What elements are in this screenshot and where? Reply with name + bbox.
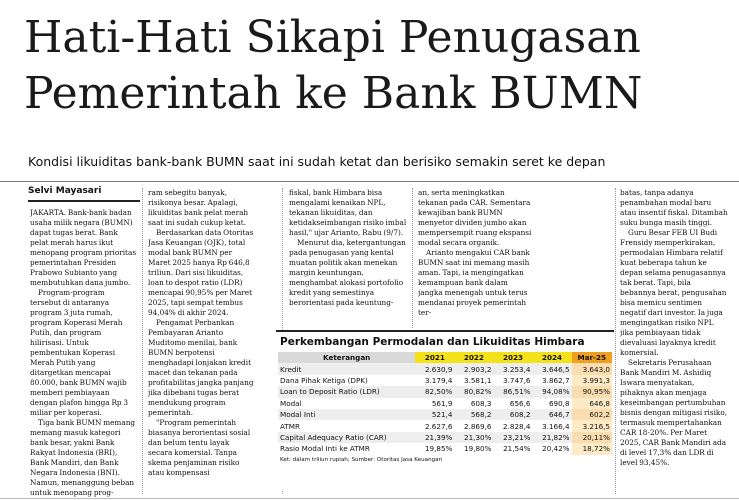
cell-value: 20,42% xyxy=(542,444,570,454)
cell-value: 21,82% xyxy=(532,432,571,443)
table-row xyxy=(278,398,612,409)
paragraph: JAKARTA. Bank-bank badan usaha milik negara (BUMN) dapat tugas berat. Bank pelat merah harus ikut menopang program prioritas pemerintahan Presiden Prabowo Subianto yang membutuhkan dana jumbo. xyxy=(30,208,137,287)
bottom-divider xyxy=(0,498,739,499)
cell-value: 3.991,3 xyxy=(572,375,612,386)
cell-value: 2.630,9 xyxy=(415,363,454,374)
column-divider xyxy=(142,188,143,494)
paragraph: ram sebegitu banyak, risikonya besar. Apalagi, likuiditas bank pelat merah saat ini sudah cukup ketat. xyxy=(148,188,249,227)
table-row xyxy=(278,386,612,397)
headline: Hati-Hati Sikapi Penugasan Pemerintah ke Bank BUMN xyxy=(24,12,643,119)
cell-value: 690,8 xyxy=(548,398,570,408)
paragraph: Sekretaris Perusahaan Bank Mandiri M. Ashidiq Iswara menyatakan, pihaknya akan menjaga keseimbangan pertumbuhan bisnis dengan mitigasi risiko, termasuk mempertahankan CAR 18-20%. Per Maret 2025, CAR Bank Mandiri ada di level 17,3% dan LDR di level 93,45%. xyxy=(620,358,728,467)
cell-value: 3.747,6 xyxy=(503,375,531,385)
row-label: Loan to Deposit Ratio (LDR) xyxy=(278,386,415,397)
table-row xyxy=(278,420,612,431)
row-label: Kredit xyxy=(278,363,415,374)
row-label: Rasio Modal Inti ke ATMR xyxy=(280,444,370,454)
author-byline: Selvi Mayasari xyxy=(28,186,102,196)
paragraph: Program-program tersebut di antaranya program 3 juta rumah, program Koperasi Merah Putih, dan program hilirisasi. Untuk pembentukan Koperasi Merah Putih yang ditargetkan mencapai 80.000, bank BUMN wajib memberi pembiayaan dengan plafon hingga Rp 3 miliar per koperasi. xyxy=(30,288,129,417)
article-column-5 xyxy=(620,188,728,468)
header-period: 2022 xyxy=(454,352,493,363)
article-column-2 xyxy=(148,188,255,478)
cell-value: 82,50% xyxy=(415,386,454,397)
cell-value: 608,2 xyxy=(493,409,532,420)
cell-value: 3.581,1 xyxy=(464,375,492,385)
cell-value: 86,51% xyxy=(493,386,532,397)
cell-value: 19,80% xyxy=(464,444,492,454)
cell-value: 646,7 xyxy=(532,409,571,420)
row-label: ATMR xyxy=(280,421,300,431)
cell-value: 2.627,6 xyxy=(424,421,453,431)
cell-value: 646,8 xyxy=(572,398,612,409)
table-row xyxy=(278,363,612,374)
cell-value: 521,4 xyxy=(415,409,454,420)
cell-value: 3.166,4 xyxy=(542,421,570,431)
paragraph: an, serta meningkatkan tekanan pada CAR. Sementara kewajiban bank BUMN menyetor dividen jumbo akan mempersempit ruang ekspansi modal secara organik. xyxy=(418,188,532,247)
cell-value: 80,82% xyxy=(454,386,493,397)
cell-value: 21,30% xyxy=(454,432,493,443)
cell-value: 19,85% xyxy=(424,444,453,454)
paragraph: Menurut dia, ketergantungan pada penugasan yang kental muatan politik akan menekan margin keuntungan, menghambat alokasi portofolio kredit yang semestinya berorientasi pada keuntung- xyxy=(289,238,406,307)
table-row xyxy=(278,409,612,420)
table-row xyxy=(278,443,612,454)
row-label: Modal Inti xyxy=(278,409,415,420)
table-note: Ket: dalam triliun rupiah; Sumber: Otoritas Jasa Keuangan xyxy=(280,456,443,463)
data-table-box xyxy=(276,330,614,490)
cell-value: 3.253,4 xyxy=(493,363,532,374)
paragraph: fiskal, bank Himbara bisa mengalami kenaikan NPL, tekanan likuiditas, dan ketidakseimbangan risiko imbal hasil," ujar Arianto, Rabu (9/7). xyxy=(289,188,407,237)
table-row xyxy=(278,432,612,443)
cell-value: 2.869,6 xyxy=(464,421,492,431)
cell-value: 2.903,2 xyxy=(454,363,493,374)
article-column-3 xyxy=(289,188,407,318)
column-divider xyxy=(412,188,413,328)
paragraph: batas, tanpa adanya penambahan modal baru atau insentif fiskal. Ditambah suku bunga masih tinggi. xyxy=(620,188,728,227)
table-title: Perkembangan Permodalan dan Likuiditas Himbara xyxy=(280,336,585,348)
cell-value: 608,3 xyxy=(470,398,492,408)
cell-value: 3.179,4 xyxy=(424,375,453,385)
paragraph: Arianto mengakui CAR bank BUMN saat ini memang masih aman. Tapi, ia mengingatkan kemampuan bank dalam jangka menengah untuk terus mendanai proyek pemerintah ter- xyxy=(418,248,530,317)
header-period: 2024 xyxy=(532,352,571,363)
cell-value: 568,2 xyxy=(454,409,493,420)
paragraph: Pengamat Perbankan Pembayaran Arianto Muditomo menilai, bank BUMN berpotensi menghadapi lonjakan kredit macet dan tekanan pada profitabilitas jangka panjang jika dibebani tugas berat mendukung program pemerintah. xyxy=(148,318,254,417)
paragraph: "Program pemerintah biasanya berorientasi sosial dan belum tentu layak secara komersial. Tanpa skema penjaminan risiko atau kompensasi xyxy=(148,418,251,477)
article-column-4 xyxy=(418,188,533,318)
header-divider xyxy=(0,181,739,182)
header-period-latest: Mar-25 xyxy=(572,352,612,363)
cell-value: 3.216,5 xyxy=(572,420,612,431)
cell-value: 21,54% xyxy=(503,444,531,454)
cell-value: 3.646,5 xyxy=(532,363,571,374)
cell-value: 23,21% xyxy=(493,432,532,443)
header-period: 2021 xyxy=(415,352,454,363)
row-label: Modal xyxy=(280,398,302,408)
cell-value: 18,72% xyxy=(572,443,612,454)
byline-underline xyxy=(28,200,140,202)
row-label: Capital Adequacy Ratio (CAR) xyxy=(278,432,415,443)
cell-value: 90,95% xyxy=(572,386,612,397)
cell-value: 561,9 xyxy=(431,398,453,408)
paragraph: Guru Besar FEB UI Budi Frensidy memperkirakan, permodalan Himbara relatif kuat beberapa tahun ke depan selama penugasannya tak berat. Tapi, bila bebannya berat, pengusahan bisa memicu sentimen negatif dari investor. Ia juga mengingatkan risiko NPL jika pembiayaan tidak dievaluasi layaknya kredit komersial. xyxy=(620,228,727,357)
article-column-1 xyxy=(30,208,137,498)
cell-value: 94,08% xyxy=(532,386,571,397)
cell-value: 656,6 xyxy=(509,398,531,408)
cell-value: 3.862,7 xyxy=(542,375,570,385)
cell-value: 3.643,0 xyxy=(572,363,612,374)
cell-value: 20,11% xyxy=(572,432,612,443)
table-row xyxy=(278,375,612,386)
stats-table xyxy=(278,352,612,455)
paragraph: Tiga bank BUMN memang memang masuk kategori bank besar, yakni Bank Rakyat Indonesia (BRI), Bank Mandiri, dan Bank Negara Indonesia (BNI). Namun, menanggung beban untuk menopang prog- xyxy=(30,418,136,497)
cell-value: 2.828,4 xyxy=(503,421,531,431)
table-header-row xyxy=(278,352,612,363)
column-divider xyxy=(615,188,616,494)
header-label: Keterangan xyxy=(278,352,415,363)
header-period: 2023 xyxy=(493,352,532,363)
row-label: Dana Pihak Ketiga (DPK) xyxy=(280,375,368,385)
cell-value: 602,2 xyxy=(572,409,612,420)
paragraph: Berdasarkan data Otoritas Jasa Keuangan (OJK), total modal bank BUMN per Maret 2025 hanya Rp 646,8 triliun. Dari sisi likuiditas, loan to despot ratio (LDR) mencapai 90,95% per Maret 2025, tapi sempat tembus 94,04% di akhir 2024. xyxy=(148,228,254,317)
cell-value: 21,39% xyxy=(415,432,454,443)
subtitle: Kondisi likuiditas bank-bank BUMN saat ini sudah ketat dan berisiko semakin seret ke depan xyxy=(28,154,606,169)
